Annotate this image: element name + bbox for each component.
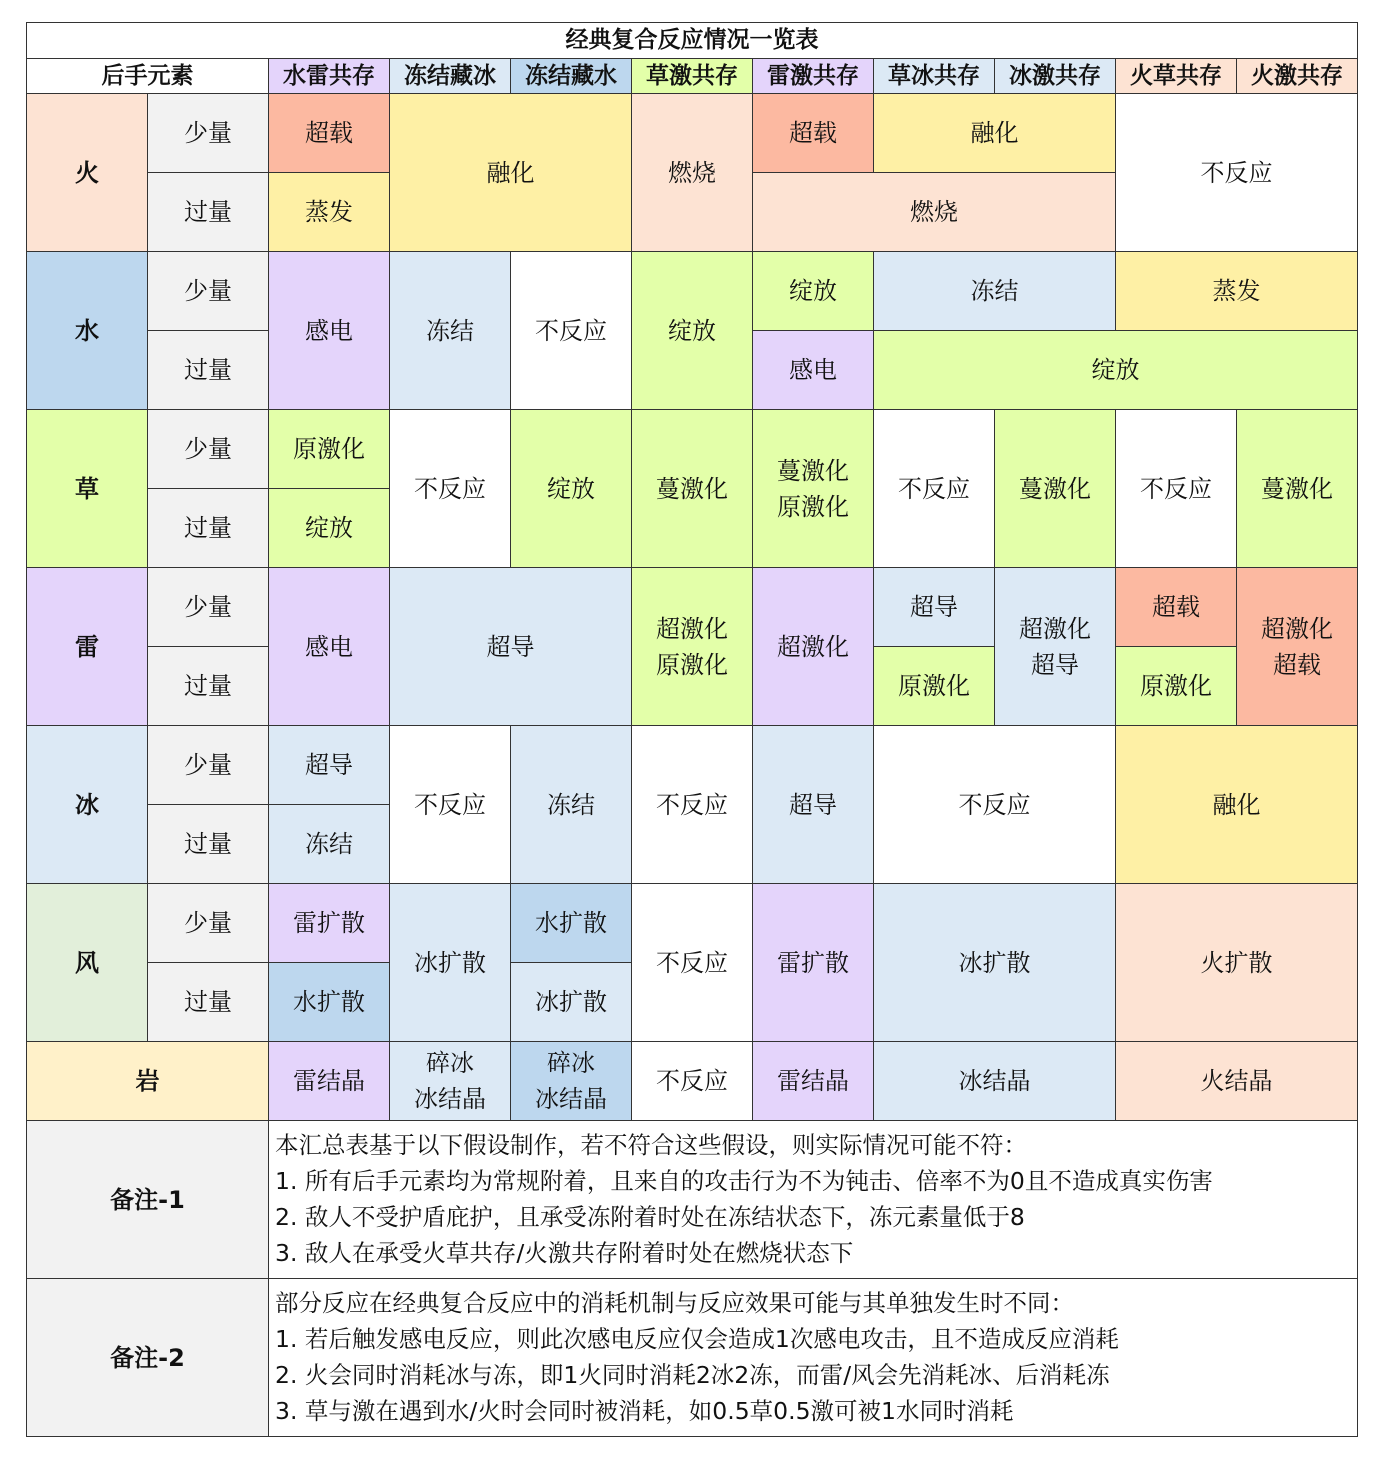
reaction-cell: 冰扩散 — [874, 884, 1116, 1042]
note-line: 1. 若后触发感电反应，则此次感电反应仅会造成1次感电攻击，且不造成反应消耗 — [275, 1325, 1119, 1353]
column-header: 草冰共存 — [874, 58, 995, 94]
row-label-grass: 草 — [27, 410, 148, 568]
reaction-cell: 不反应 — [632, 1042, 753, 1121]
column-header: 雷激共存 — [753, 58, 874, 94]
reaction-line: 超激化 — [1261, 614, 1333, 643]
reaction-line: 冰结晶 — [535, 1085, 607, 1113]
note-line: 部分反应在经典复合反应中的消耗机制与反应效果可能与其单独发生时不同： — [275, 1289, 1074, 1317]
reaction-cell: 冻结 — [874, 252, 1116, 331]
reaction-line: 超激化 — [1019, 614, 1091, 643]
note-body — [269, 1279, 1358, 1437]
column-header: 冰激共存 — [995, 58, 1116, 94]
reaction-cell: 原激化 — [874, 647, 995, 726]
reaction-line: 超导 — [1031, 650, 1079, 679]
reaction-cell — [632, 568, 753, 726]
reaction-line: 蔓激化 — [777, 456, 849, 485]
reaction-cell: 超载 — [753, 94, 874, 173]
reaction-cell: 蔓激化 — [1237, 410, 1358, 568]
amount-small: 少量 — [148, 410, 269, 489]
reaction-table — [26, 22, 1358, 1437]
note-label: 备注-2 — [27, 1279, 269, 1437]
note-line: 本汇总表基于以下假设制作，若不符合这些假设，则实际情况可能不符： — [275, 1131, 1027, 1159]
reaction-cell: 冻结 — [511, 726, 632, 884]
row-label-electro: 雷 — [27, 568, 148, 726]
amount-small: 少量 — [148, 884, 269, 963]
reaction-cell: 不反应 — [511, 252, 632, 410]
column-header: 火草共存 — [1116, 58, 1237, 94]
reaction-cell: 雷结晶 — [753, 1042, 874, 1121]
reaction-cell: 超导 — [390, 568, 632, 726]
reaction-cell: 燃烧 — [753, 173, 1116, 252]
reaction-cell: 蒸发 — [1116, 252, 1358, 331]
reaction-line: 原激化 — [777, 492, 849, 521]
reaction-cell: 超载 — [269, 94, 390, 173]
reaction-cell: 绽放 — [511, 410, 632, 568]
row-label-fire: 火 — [27, 94, 148, 252]
reaction-cell — [390, 1042, 511, 1121]
reaction-cell: 融化 — [390, 94, 632, 252]
reaction-cell: 燃烧 — [632, 94, 753, 252]
reaction-cell: 绽放 — [269, 489, 390, 568]
reaction-cell — [753, 410, 874, 568]
column-header: 水雷共存 — [269, 58, 390, 94]
reaction-cell: 蒸发 — [269, 173, 390, 252]
row-label-ice: 冰 — [27, 726, 148, 884]
reaction-cell: 冰扩散 — [511, 963, 632, 1042]
amount-large: 过量 — [148, 805, 269, 884]
reaction-cell: 超激化 — [753, 568, 874, 726]
amount-small: 少量 — [148, 568, 269, 647]
reaction-cell: 不反应 — [390, 410, 511, 568]
row-label-geo: 岩 — [27, 1042, 269, 1121]
amount-small: 少量 — [148, 726, 269, 805]
reaction-line: 原激化 — [656, 650, 728, 679]
amount-large: 过量 — [148, 647, 269, 726]
reaction-cell: 不反应 — [1116, 94, 1358, 252]
reaction-cell: 冰结晶 — [874, 1042, 1116, 1121]
reaction-cell: 冰扩散 — [390, 884, 511, 1042]
reaction-cell: 冻结 — [269, 805, 390, 884]
row-label-wind: 风 — [27, 884, 148, 1042]
reaction-cell: 蔓激化 — [632, 410, 753, 568]
reaction-cell: 雷扩散 — [753, 884, 874, 1042]
reaction-cell — [511, 1042, 632, 1121]
reaction-cell: 不反应 — [1116, 410, 1237, 568]
reaction-cell: 水扩散 — [511, 884, 632, 963]
reaction-cell: 感电 — [269, 568, 390, 726]
table-title: 经典复合反应情况一览表 — [27, 23, 1358, 59]
reaction-cell: 雷结晶 — [269, 1042, 390, 1121]
amount-small: 少量 — [148, 94, 269, 173]
reaction-cell: 超载 — [1116, 568, 1237, 647]
reaction-cell: 感电 — [269, 252, 390, 410]
reaction-cell: 不反应 — [632, 884, 753, 1042]
reaction-cell: 绽放 — [753, 252, 874, 331]
reaction-cell: 雷扩散 — [269, 884, 390, 963]
reaction-line: 超载 — [1273, 650, 1321, 679]
column-header: 冻结藏冰 — [390, 58, 511, 94]
reaction-cell: 绽放 — [874, 331, 1358, 410]
reaction-cell: 融化 — [874, 94, 1116, 173]
note-line: 3. 草与激在遇到水/火时会同时被消耗，如0.5草0.5激可被1水同时消耗 — [275, 1397, 1014, 1425]
reaction-cell — [1237, 568, 1358, 726]
reaction-cell: 超导 — [269, 726, 390, 805]
reaction-cell: 水扩散 — [269, 963, 390, 1042]
reaction-cell: 感电 — [753, 331, 874, 410]
reaction-line: 冰结晶 — [414, 1085, 486, 1113]
reaction-line: 超激化 — [656, 614, 728, 643]
amount-large: 过量 — [148, 173, 269, 252]
column-header: 草激共存 — [632, 58, 753, 94]
amount-small: 少量 — [148, 252, 269, 331]
amount-large: 过量 — [148, 331, 269, 410]
reaction-cell: 不反应 — [874, 410, 995, 568]
reaction-cell: 超导 — [753, 726, 874, 884]
reaction-cell: 冻结 — [390, 252, 511, 410]
reaction-cell: 融化 — [1116, 726, 1358, 884]
corner-header: 后手元素 — [27, 58, 269, 94]
reaction-cell: 不反应 — [874, 726, 1116, 884]
reaction-cell — [995, 568, 1116, 726]
reaction-cell: 火扩散 — [1116, 884, 1358, 1042]
note-line: 2. 火会同时消耗冰与冻，即1火同时消耗2冰2冻，而雷/风会先消耗冰、后消耗冻 — [275, 1361, 1110, 1389]
reaction-cell: 原激化 — [1116, 647, 1237, 726]
reaction-cell: 不反应 — [390, 726, 511, 884]
reaction-cell: 不反应 — [632, 726, 753, 884]
reaction-cell: 火结晶 — [1116, 1042, 1358, 1121]
note-line: 2. 敌人不受护盾庇护，且承受冻附着时处在冻结状态下，冻元素量低于8 — [275, 1203, 1025, 1231]
note-body — [269, 1121, 1358, 1279]
reaction-cell: 绽放 — [632, 252, 753, 410]
reaction-line: 碎冰 — [426, 1049, 474, 1077]
amount-large: 过量 — [148, 963, 269, 1042]
reaction-line: 碎冰 — [547, 1049, 595, 1077]
note-line: 3. 敌人在承受火草共存/火激共存附着时处在燃烧状态下 — [275, 1239, 854, 1267]
amount-large: 过量 — [148, 489, 269, 568]
reaction-cell: 蔓激化 — [995, 410, 1116, 568]
row-label-water: 水 — [27, 252, 148, 410]
reaction-cell: 超导 — [874, 568, 995, 647]
note-line: 1. 所有后手元素均为常规附着，且来自的攻击行为不为钝击、倍率不为0且不造成真实伤害 — [275, 1167, 1213, 1195]
column-header: 冻结藏水 — [511, 58, 632, 94]
column-header: 火激共存 — [1237, 58, 1358, 94]
note-label: 备注-1 — [27, 1121, 269, 1279]
reaction-cell: 原激化 — [269, 410, 390, 489]
